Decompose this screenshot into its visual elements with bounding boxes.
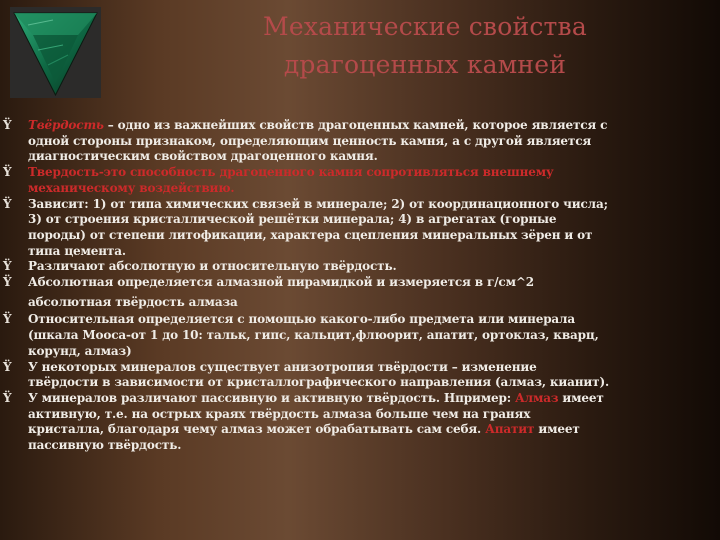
bullet-icon: Ÿ (3, 275, 12, 290)
term-diamond: Алмаз (515, 390, 559, 405)
bullet-icon: Ÿ (3, 196, 12, 211)
bullet-list (0, 118, 720, 454)
term-hardness: Твёрдость (28, 118, 104, 132)
slide-title-line-1: Механические свойства (263, 12, 587, 41)
bullet-icon: Ÿ (3, 390, 12, 405)
bullet-icon: Ÿ (3, 259, 12, 274)
bullet-item: Ÿ Твёрдость – одно из важнейших свойств драгоценных камней, которое является с одной стороны признаком, определяющим ценность камня, а с другой является диагностическим свойством драгоценного камня. (3, 118, 608, 164)
term-depends: Зависит (28, 196, 85, 211)
term-apatite: Апатит (485, 422, 535, 437)
bullet-icon: Ÿ (3, 359, 12, 374)
bullet-item: Ÿ У некоторых минералов существует анизотропия твёрдости – изменение твёрдости в зависимости от кристаллографического направления (алмаз, кианит). (3, 359, 610, 390)
emerald-gem-logo (8, 5, 103, 100)
bullet-icon: Ÿ (3, 118, 12, 132)
bullet-item: Ÿ Зависит: 1) от типа химических связей в минерале; 2) от координационного числа; 3) от строения кристаллической решётки минерала; 4) в агрегатах (горные породы) от степени литофикации, характера сцепления минеральных зёрен и от типа цемента. (3, 196, 608, 258)
slide-title-line-2: драгоценных камней (283, 50, 567, 79)
bullet-item: Ÿ Твердость-это способность драгоценного камня сопротивляться внешнему механическому воздействию. (3, 165, 554, 195)
bullet-item: Ÿ Различают абсолютную и относительную твёрдость. (3, 259, 397, 274)
term-hardness-2: Твердость (28, 165, 99, 180)
bullet-item: Ÿ Абсолютная определяется алмазной пирамидкой и измеряется в г/см^2 абсолютная твёрдость алмаза (3, 275, 534, 309)
bullet-icon: Ÿ (3, 165, 12, 180)
slide-title (205, 8, 645, 84)
bullet-item: Ÿ Относительная определяется с помощью какого-либо предмета или минерала (шкала Мооса-от 1 до 10: тальк, гипс, кальцит,флюорит, апатит, ортоклаз, кварц, корунд, алмаз) (3, 312, 599, 358)
bullet-icon: Ÿ (3, 312, 12, 327)
bullet-item: Ÿ У минералов различают пассивную и активную твёрдость. Нпример: Алмаз имеет активную, т.е. на острых краях твёрдость алмаза больше чем на гранях кристалла, благодаря чему алмаз может обрабатывать сам себя. Апатит имеет пассивную твёрдость. (3, 390, 604, 453)
